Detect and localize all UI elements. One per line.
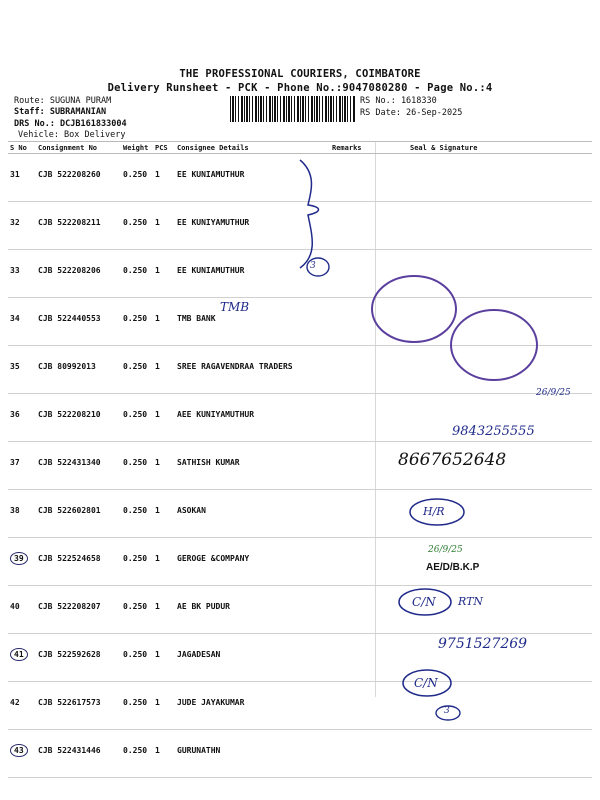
staff-label: Staff: SUBRAMANIAN [14,107,107,117]
row-consignee: JAGADESAN [175,634,330,682]
row-pcs: 1 [153,154,175,202]
date-handwritten-1: 26/9/25 [536,388,571,398]
rs-date: RS Date: 26-Sep-2025 [360,108,463,118]
runsheet-subtitle: Delivery Runsheet - PCK - Phone No.:9047080280 - Page No.:4 [107,82,493,94]
col-weight: Weight [121,142,153,154]
row-consignment-no: CJB 522208260 [36,154,121,202]
row-sno-circled: 39 [10,552,28,565]
cn-text-2: C/N [414,676,438,690]
row-sno: 42 [8,682,36,730]
row-pcs: 1 [153,730,175,778]
row-sno: 38 [8,490,36,538]
row-consignee: EE KUNIAMUTHUR [175,154,330,202]
row-sno: 40 [8,586,36,634]
row-sno: 33 [8,250,36,298]
row-sno: 37 [8,442,36,490]
row-consignment-no: CJB 80992013 [36,346,121,394]
col-seal: Seal & Signature [386,142,592,154]
row-sno: 34 [8,298,36,346]
row-pcs: 1 [153,682,175,730]
row-consignee: SREE RAGAVENDRAA TRADERS [175,346,330,394]
col-consignee: Consignee Details [175,142,330,154]
brace-count: 3 [310,261,316,271]
runsheet-title: THE PROFESSIONAL COURIERS, COIMBATORE [179,68,421,80]
brace-mark [300,160,319,268]
row-pcs: 1 [153,442,175,490]
row-pcs: 1 [153,346,175,394]
row-consignee: JUDE JAYAKUMAR [175,682,330,730]
row-weight: 0.250 [121,202,153,250]
row-consignee: AEE KUNIYAMUTHUR [175,394,330,442]
row-consignee: GEROGE &COMPANY [175,538,330,586]
col-sno: S No [8,142,36,154]
row-pcs: 1 [153,490,175,538]
row-pcs: 1 [153,298,175,346]
row-weight: 0.250 [121,298,153,346]
row-pcs: 1 [153,634,175,682]
row-consignment-no: CJB 522208210 [36,394,121,442]
row-consignment-no: CJB 522208211 [36,202,121,250]
row-consignee: TMB BANK [175,298,330,346]
row-sno: 36 [8,394,36,442]
sree-stamp [451,310,537,380]
col-pcs: PCS [153,142,175,154]
row-weight: 0.250 [121,682,153,730]
row-consignee: GURUNATHN [175,730,330,778]
phone-handwritten-1: 9843255555 [452,424,535,439]
row-weight: 0.250 [121,346,153,394]
row-consignee: ASOKAN [175,490,330,538]
date-handwritten-2: 26/9/25 [428,545,463,555]
row-pcs: 1 [153,538,175,586]
row-consignee: EE KUNIYAMUTHUR [175,202,330,250]
route-label: Route: SUGUNA PURAM [14,96,112,106]
row-pcs: 1 [153,586,175,634]
row-consignment-no: CJB 522431340 [36,442,121,490]
row-consignment-no: CJB 522602801 [36,490,121,538]
phone-handwritten-3: 9751527269 [438,636,528,652]
row-weight: 0.250 [121,250,153,298]
phone-handwritten-2: 8667652648 [398,450,507,470]
row-consignment-no: CJB 522440553 [36,298,121,346]
row-sno-circled: 43 [10,744,28,757]
row-consignment-no: CJB 522524658 [36,538,121,586]
row-consignee: SATHISH KUMAR [175,442,330,490]
row-pcs: 1 [153,394,175,442]
drs-label: DRS No.: DCJB161833004 [14,119,127,129]
rtn-text: RTN [458,595,484,608]
row-consignment-no: CJB 522208207 [36,586,121,634]
row-weight: 0.250 [121,634,153,682]
bkp-stamp: AE/D/B.K.P [426,562,480,573]
hlr-text: H/R [423,505,445,518]
row-sno: 32 [8,202,36,250]
count-text-2: 3 [444,706,450,716]
row-consignee: EE KUNIAMUTHUR [175,250,330,298]
rs-number: RS No.: 1618330 [360,96,437,106]
row-weight: 0.250 [121,538,153,586]
row-consignment-no: CJB 522617573 [36,682,121,730]
row-weight: 0.250 [121,490,153,538]
row-consignment-no: CJB 522592628 [36,634,121,682]
row-sno-circled: 41 [10,648,28,661]
row-consignment-no: CJB 522431446 [36,730,121,778]
row-weight: 0.250 [121,154,153,202]
row-sno: 31 [8,154,36,202]
row-sno: 35 [8,346,36,394]
tmb-handwritten: TMB [220,300,250,314]
col-consignment: Consignment No [36,142,121,154]
row-consignee: AE BK PUDUR [175,586,330,634]
row-consignment-no: CJB 522208206 [36,250,121,298]
row-weight: 0.250 [121,730,153,778]
row-pcs: 1 [153,202,175,250]
col-remarks: Remarks [330,142,386,154]
vehicle-label: Vehicle: Box Delivery [18,130,126,140]
tmb-stamp [372,276,456,342]
row-weight: 0.250 [121,394,153,442]
row-pcs: 1 [153,250,175,298]
row-weight: 0.250 [121,442,153,490]
cn-text-1: C/N [412,595,436,609]
row-weight: 0.250 [121,586,153,634]
